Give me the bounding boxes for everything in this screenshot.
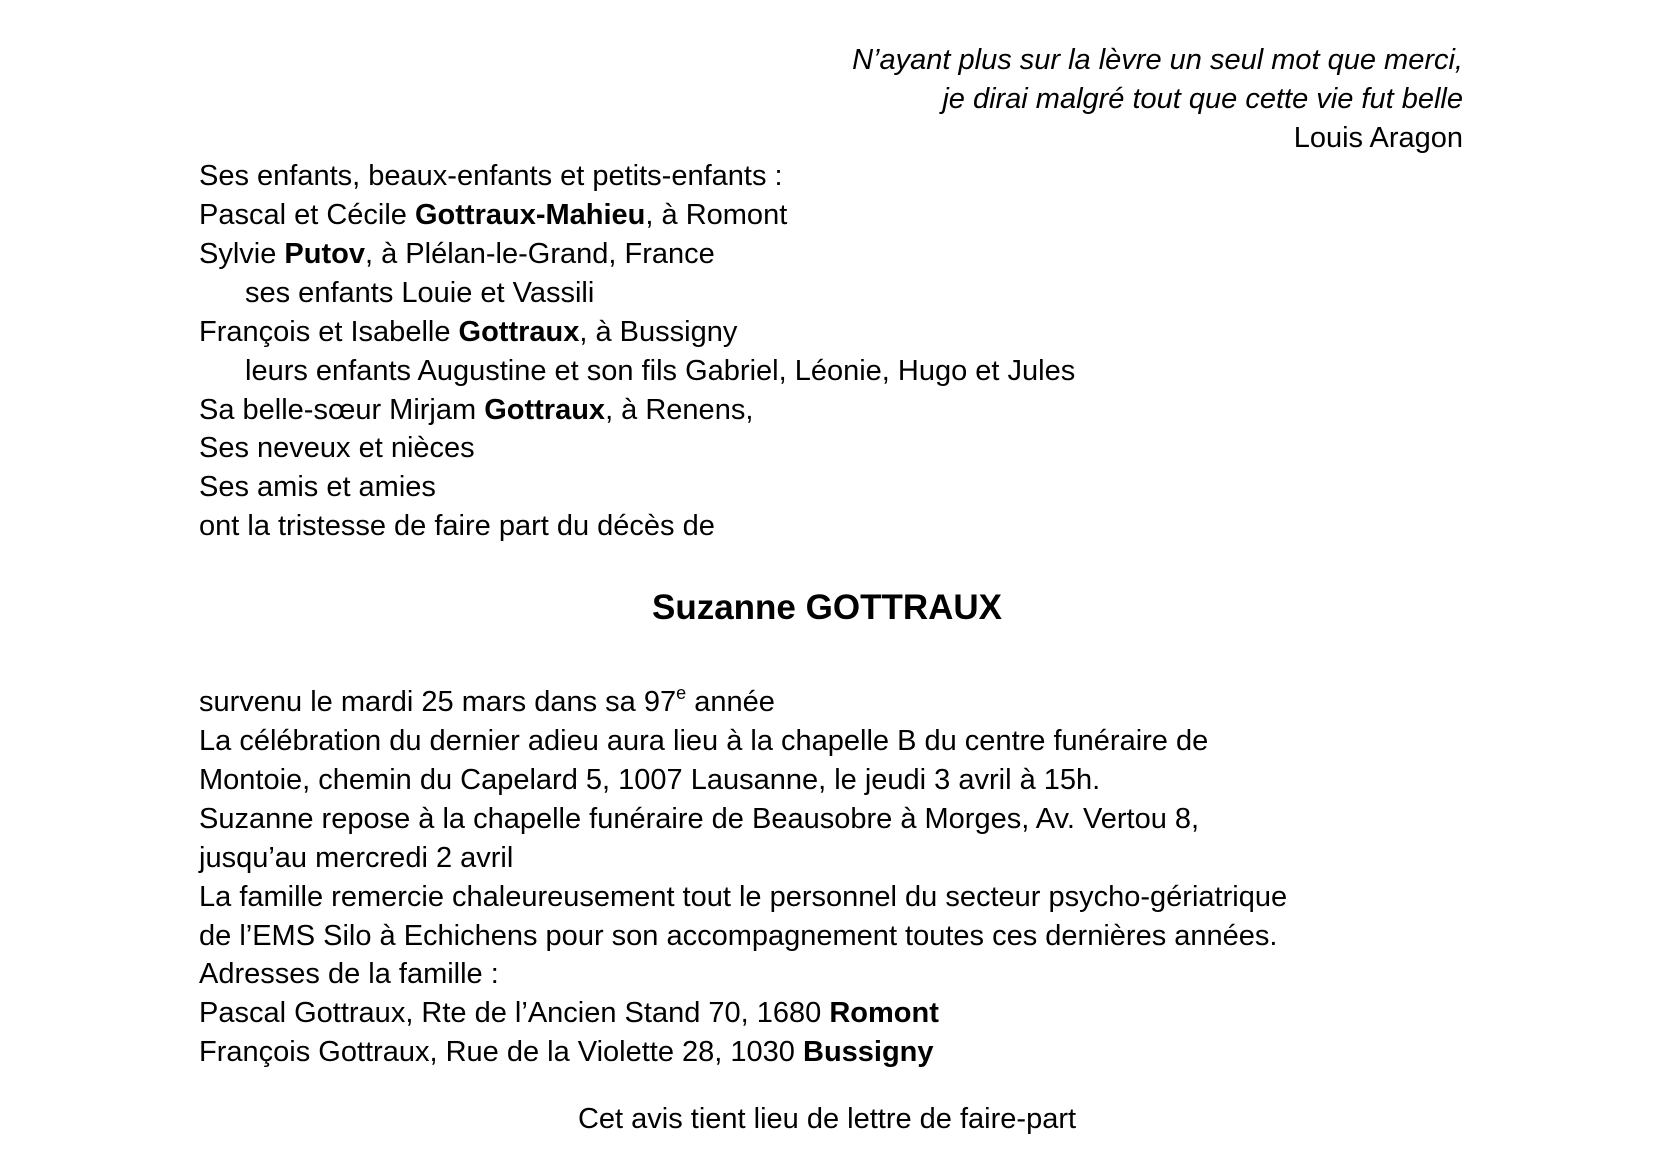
family-surname: Gottraux-Mahieu [415, 199, 646, 231]
family-line: Ses neveux et nièces [199, 432, 475, 464]
detail-line: Montoie, chemin du Capelard 5, 1007 Lausanne, le jeudi 3 avril à 15h. [199, 764, 1101, 796]
addresses-heading: Adresses de la famille : [199, 958, 499, 990]
detail-line: jusqu’au mercredi 2 avril [199, 842, 514, 874]
family-surname: Gottraux [484, 394, 606, 426]
quote-line-1: N’ayant plus sur la lèvre un seul mot que merci, [852, 44, 1463, 76]
family-line: François et Isabelle Gottraux, à Bussigny [199, 316, 738, 348]
detail-line: La famille remercie chaleureusement tout le personnel du secteur psycho-gériatrique [199, 881, 1288, 913]
family-line: Pascal et Cécile Gottraux-Mahieu, à Romont [199, 199, 788, 231]
address-city: Bussigny [803, 1036, 934, 1068]
quote-line-2: je dirai malgré tout que cette vie fut belle [942, 83, 1463, 115]
address-line: Pascal Gottraux, Rte de l’Ancien Stand 70, 1680 Romont [199, 997, 939, 1029]
quote-author: Louis Aragon [1293, 122, 1463, 154]
family-surname: Putov [284, 238, 365, 270]
detail-line: Suzanne repose à la chapelle funéraire de Beausobre à Morges, Av. Vertou 8, [199, 803, 1200, 835]
address-city: Romont [829, 997, 939, 1029]
deceased-name: Suzanne GOTTRAUX [651, 588, 1003, 627]
detail-line: survenu le mardi 25 mars dans sa 97e année [199, 683, 775, 718]
family-line: Sa belle-sœur Mirjam Gottraux, à Renens, [199, 394, 754, 426]
announcement-line: ont la tristesse de faire part du décès de [199, 510, 715, 542]
address-line: François Gottraux, Rue de la Violette 28, 1030 Bussigny [199, 1036, 934, 1068]
family-line: ses enfants Louie et Vassili [245, 277, 595, 309]
family-intro: Ses enfants, beaux-enfants et petits-enfants : [199, 160, 783, 192]
detail-line: La célébration du dernier adieu aura lieu à la chapelle B du centre funéraire de [199, 725, 1209, 757]
family-line: Ses amis et amies [199, 471, 436, 503]
family-line: Sylvie Putov, à Plélan-le-Grand, France [199, 238, 715, 270]
footer-note: Cet avis tient lieu de lettre de faire-part [577, 1103, 1077, 1135]
family-line: leurs enfants Augustine et son fils Gabriel, Léonie, Hugo et Jules [245, 355, 1076, 387]
family-surname: Gottraux [458, 316, 580, 348]
detail-line: de l’EMS Silo à Echichens pour son accompagnement toutes ces dernières années. [199, 920, 1278, 952]
